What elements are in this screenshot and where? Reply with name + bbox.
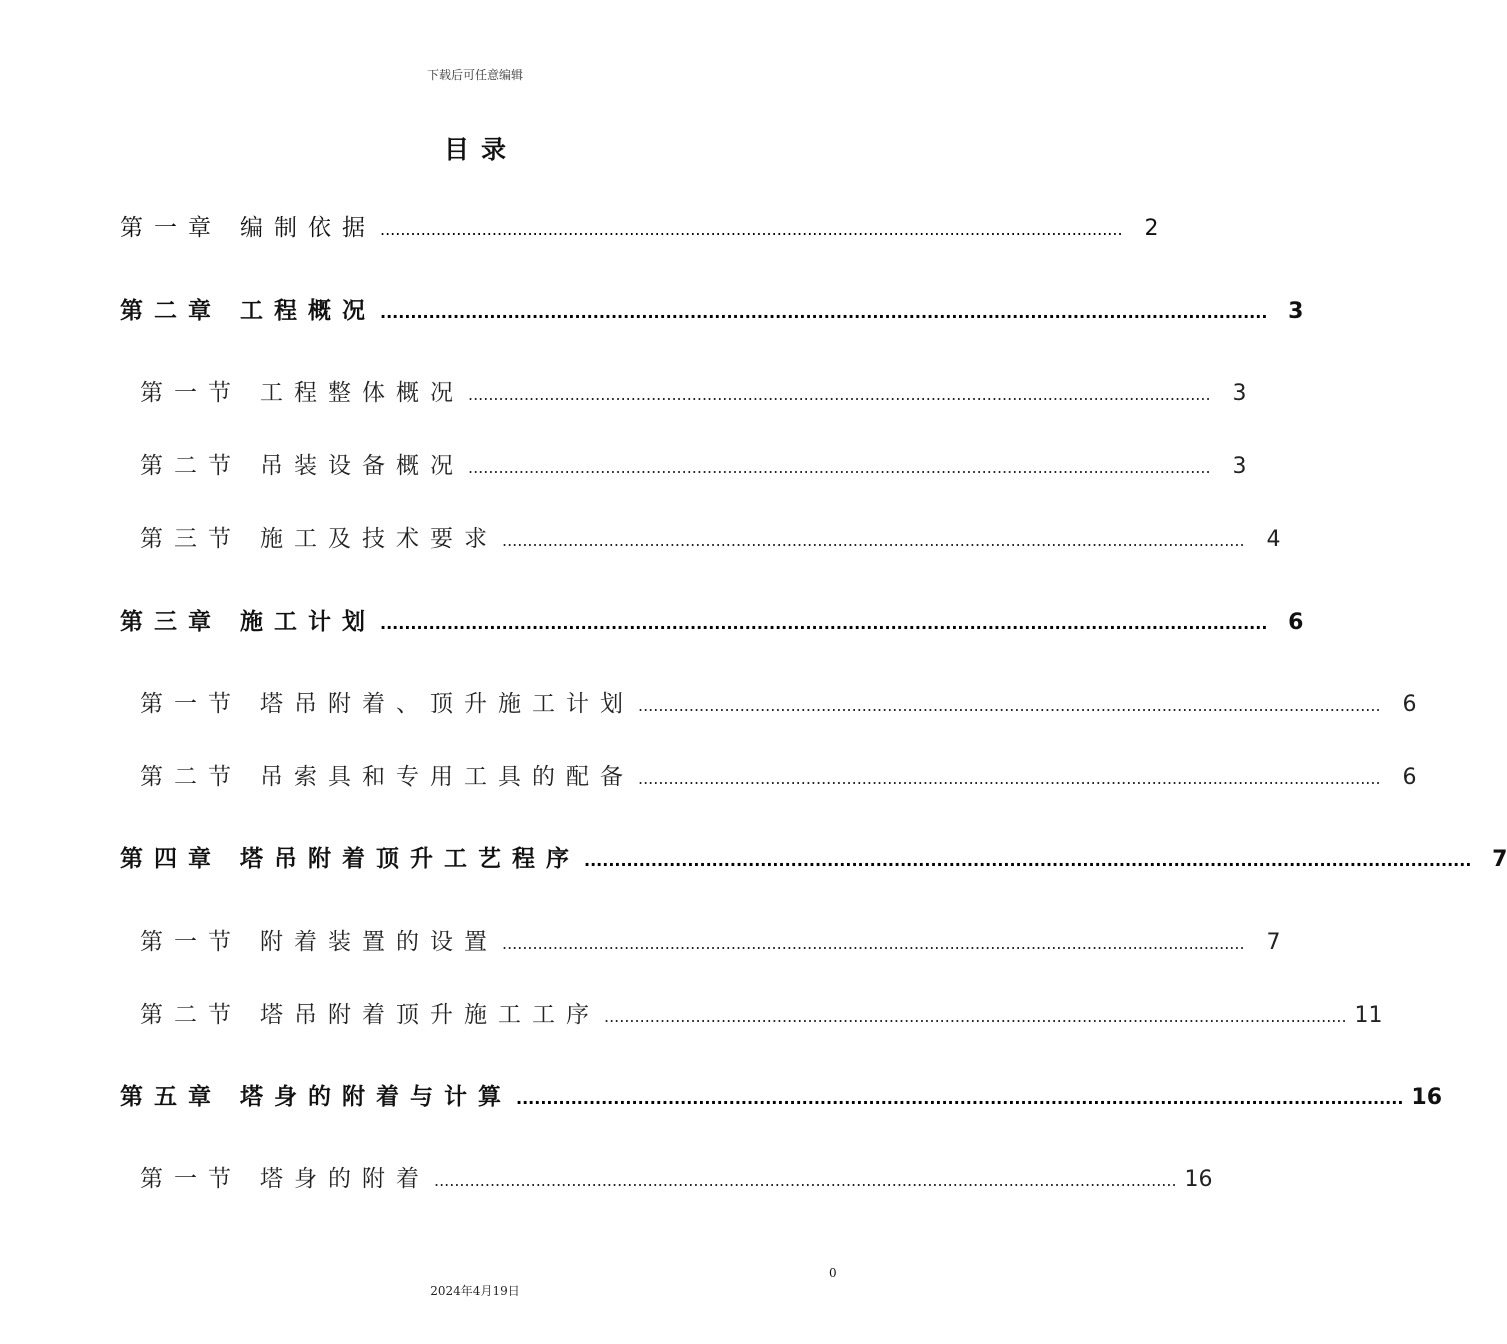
leader-dots: .................................................................................................................................................. <box>380 614 1268 633</box>
toc-entry[interactable] <box>140 448 1247 484</box>
entry-title: 塔身的附着 <box>260 1166 430 1192</box>
entry-title: 附着装置的设置 <box>260 929 498 955</box>
leader-dots: .................................................................................................................................................. <box>502 531 1245 550</box>
chapter-number: 第四章 <box>120 846 222 872</box>
entry-page: 2 <box>1144 216 1159 241</box>
toc-entry[interactable] <box>140 924 1281 960</box>
section-number: 第二节 <box>140 764 242 790</box>
entry-title: 塔吊附着顶升工艺程序 <box>240 846 580 872</box>
section-number: 第三节 <box>140 526 242 552</box>
leader-dots: .................................................................................................................................................. <box>604 1007 1347 1026</box>
leader-dots: .................................................................................................................................................. <box>516 1089 1404 1108</box>
page-number: 0 <box>829 1266 837 1280</box>
entry-page: 6 <box>1402 692 1417 717</box>
leader-dots: .................................................................................................................................................. <box>638 696 1381 715</box>
entry-page: 7 <box>1492 847 1507 872</box>
leader-dots: .................................................................................................................................................. <box>468 385 1211 404</box>
entry-title: 塔吊附着顶升施工工序 <box>260 1002 600 1028</box>
section-number: 第一节 <box>140 380 242 406</box>
toc-entry[interactable] <box>140 521 1281 557</box>
toc-entry[interactable] <box>140 997 1383 1033</box>
toc-entry[interactable] <box>140 759 1417 795</box>
entry-title: 施工计划 <box>240 609 376 635</box>
entry-page: 3 <box>1288 299 1304 324</box>
toc-entry[interactable] <box>120 604 1304 640</box>
entry-page: 16 <box>1411 1085 1443 1110</box>
entry-title: 塔身的附着与计算 <box>240 1084 512 1110</box>
toc-entry[interactable] <box>140 686 1417 722</box>
section-number: 第一节 <box>140 691 242 717</box>
header-note: 下载后可任意编辑 <box>426 68 523 82</box>
entry-page: 11 <box>1354 1003 1383 1028</box>
entry-title: 吊索具和专用工具的配备 <box>260 764 634 790</box>
entry-title: 塔吊附着、顶升施工计划 <box>260 691 634 717</box>
entry-title: 编制依据 <box>240 215 376 241</box>
footer-date: 2024年4月19日 <box>430 1284 520 1298</box>
entry-page: 4 <box>1266 527 1281 552</box>
leader-dots: .................................................................................................................................................. <box>380 220 1123 239</box>
chapter-number: 第二章 <box>120 298 222 324</box>
entry-page: 6 <box>1288 610 1304 635</box>
leader-dots: .................................................................................................................................................. <box>434 1171 1177 1190</box>
entry-page: 6 <box>1402 765 1417 790</box>
toc-entry[interactable] <box>120 841 1507 877</box>
leader-dots: .................................................................................................................................................. <box>380 303 1268 322</box>
leader-dots: .................................................................................................................................................. <box>584 851 1472 870</box>
leader-dots: .................................................................................................................................................. <box>502 934 1245 953</box>
section-number: 第一节 <box>140 1166 242 1192</box>
chapter-number: 第一章 <box>120 215 222 241</box>
toc-entry[interactable] <box>140 1161 1213 1197</box>
entry-title: 工程概况 <box>240 298 376 324</box>
toc-title: 目录 <box>443 135 518 164</box>
entry-title: 吊装设备概况 <box>260 453 464 479</box>
entry-page: 3 <box>1232 454 1247 479</box>
entry-title: 工程整体概况 <box>260 380 464 406</box>
entry-page: 7 <box>1266 930 1281 955</box>
section-number: 第二节 <box>140 1002 242 1028</box>
toc-entry[interactable] <box>140 375 1247 411</box>
chapter-number: 第五章 <box>120 1084 222 1110</box>
toc-entry[interactable] <box>120 293 1304 329</box>
entry-title: 施工及技术要求 <box>260 526 498 552</box>
section-number: 第二节 <box>140 453 242 479</box>
section-number: 第一节 <box>140 929 242 955</box>
leader-dots: .................................................................................................................................................. <box>638 769 1381 788</box>
leader-dots: .................................................................................................................................................. <box>468 458 1211 477</box>
chapter-number: 第三章 <box>120 609 222 635</box>
toc-entry[interactable] <box>120 210 1159 246</box>
entry-page: 3 <box>1232 381 1247 406</box>
toc-entry[interactable] <box>120 1079 1443 1115</box>
entry-page: 16 <box>1184 1167 1213 1192</box>
